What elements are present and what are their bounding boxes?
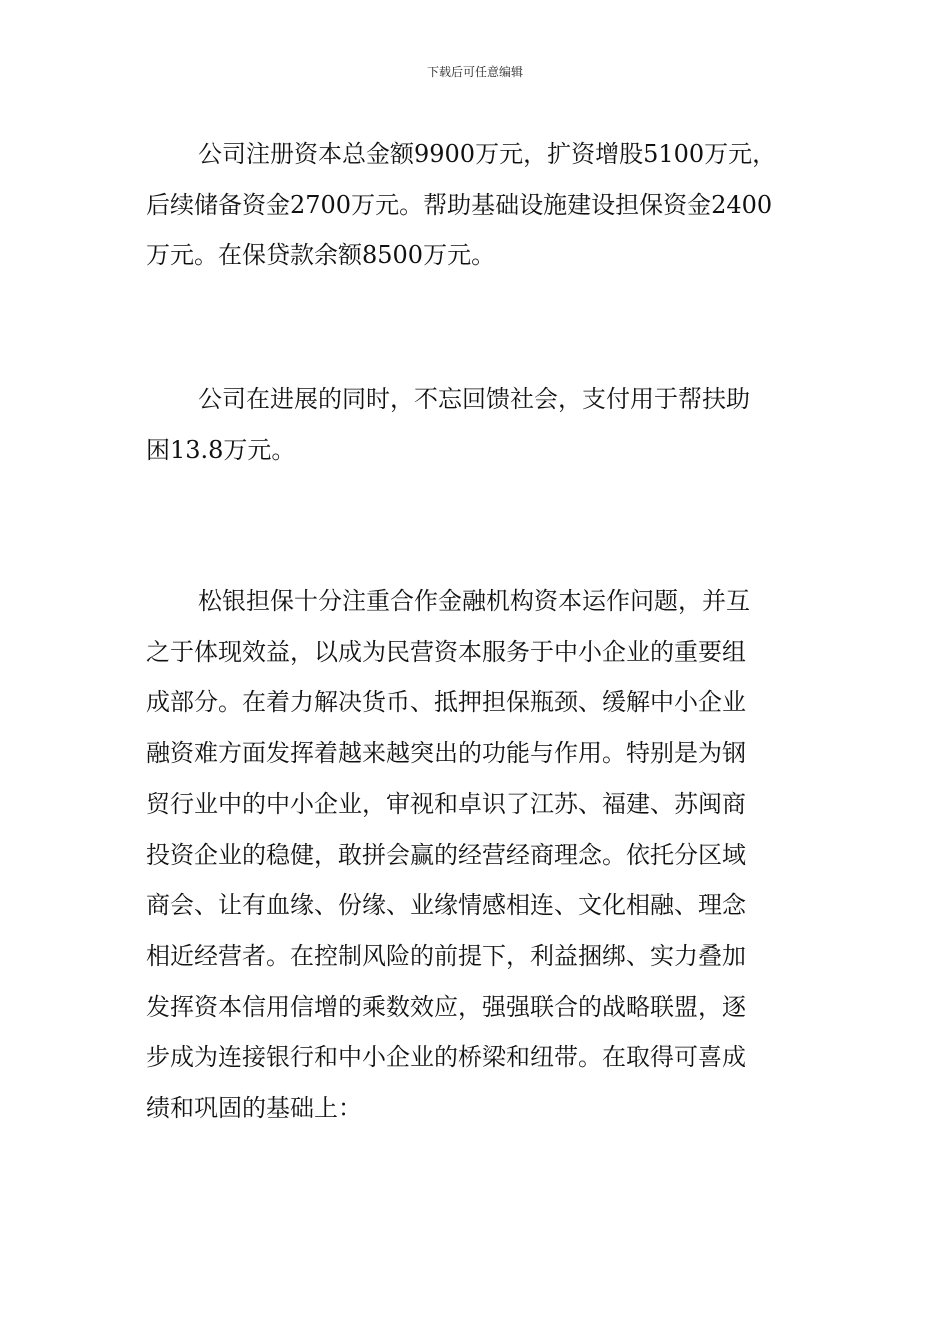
paragraph-line: 成部分。在着力解决货币、抵押担保瓶颈、缓解中小企业	[146, 688, 746, 717]
paragraph-line: 之于体现效益，以成为民营资本服务于中小企业的重要组	[146, 637, 746, 666]
paragraph-line: 公司注册资本总金额9900万元，扩资增股5100万元，	[198, 140, 777, 168]
paragraph-line: 贸行业中的中小企业，审视和卓识了江苏、福建、苏闽商	[146, 789, 746, 818]
paragraph-line: 公司在进展的同时，不忘回馈社会，支付用于帮扶助	[198, 385, 750, 413]
paragraph-line: 投资企业的稳健，敢拼会赢的经营经商理念。依托分区域	[146, 840, 746, 869]
paragraph-line: 发挥资本信用信增的乘数效应，强强联合的战略联盟，逐	[146, 992, 746, 1021]
paragraph-line: 相近经营者。在控制风险的前提下，利益捆绑、实力叠加	[146, 941, 746, 970]
paragraph-social-support	[146, 374, 810, 475]
paragraph-line: 绩和巩固的基础上：	[146, 1094, 362, 1123]
paragraph-line: 松银担保十分注重合作金融机构资本运作问题，并互	[198, 587, 750, 615]
paragraph-line: 商会、让有血缘、份缘、业缘情感相连、文化相融、理念	[146, 891, 746, 920]
paragraph-guarantee-role	[146, 576, 810, 1134]
paragraph-line: 步成为连接银行和中小企业的桥梁和纽带。在取得可喜成	[146, 1043, 746, 1072]
paragraph-registered-capital	[146, 129, 810, 281]
paragraph-line: 融资难方面发挥着越来越突出的功能与作用。特别是为钢	[146, 739, 746, 768]
page-header: 下载后可任意编辑	[426, 65, 523, 79]
paragraph-line: 后续储备资金2700万元。帮助基础设施建设担保资金2400	[146, 190, 773, 219]
paragraph-line: 困13.8万元。	[146, 435, 296, 464]
paragraph-line: 万元。在保贷款余额8500万元。	[146, 241, 496, 270]
